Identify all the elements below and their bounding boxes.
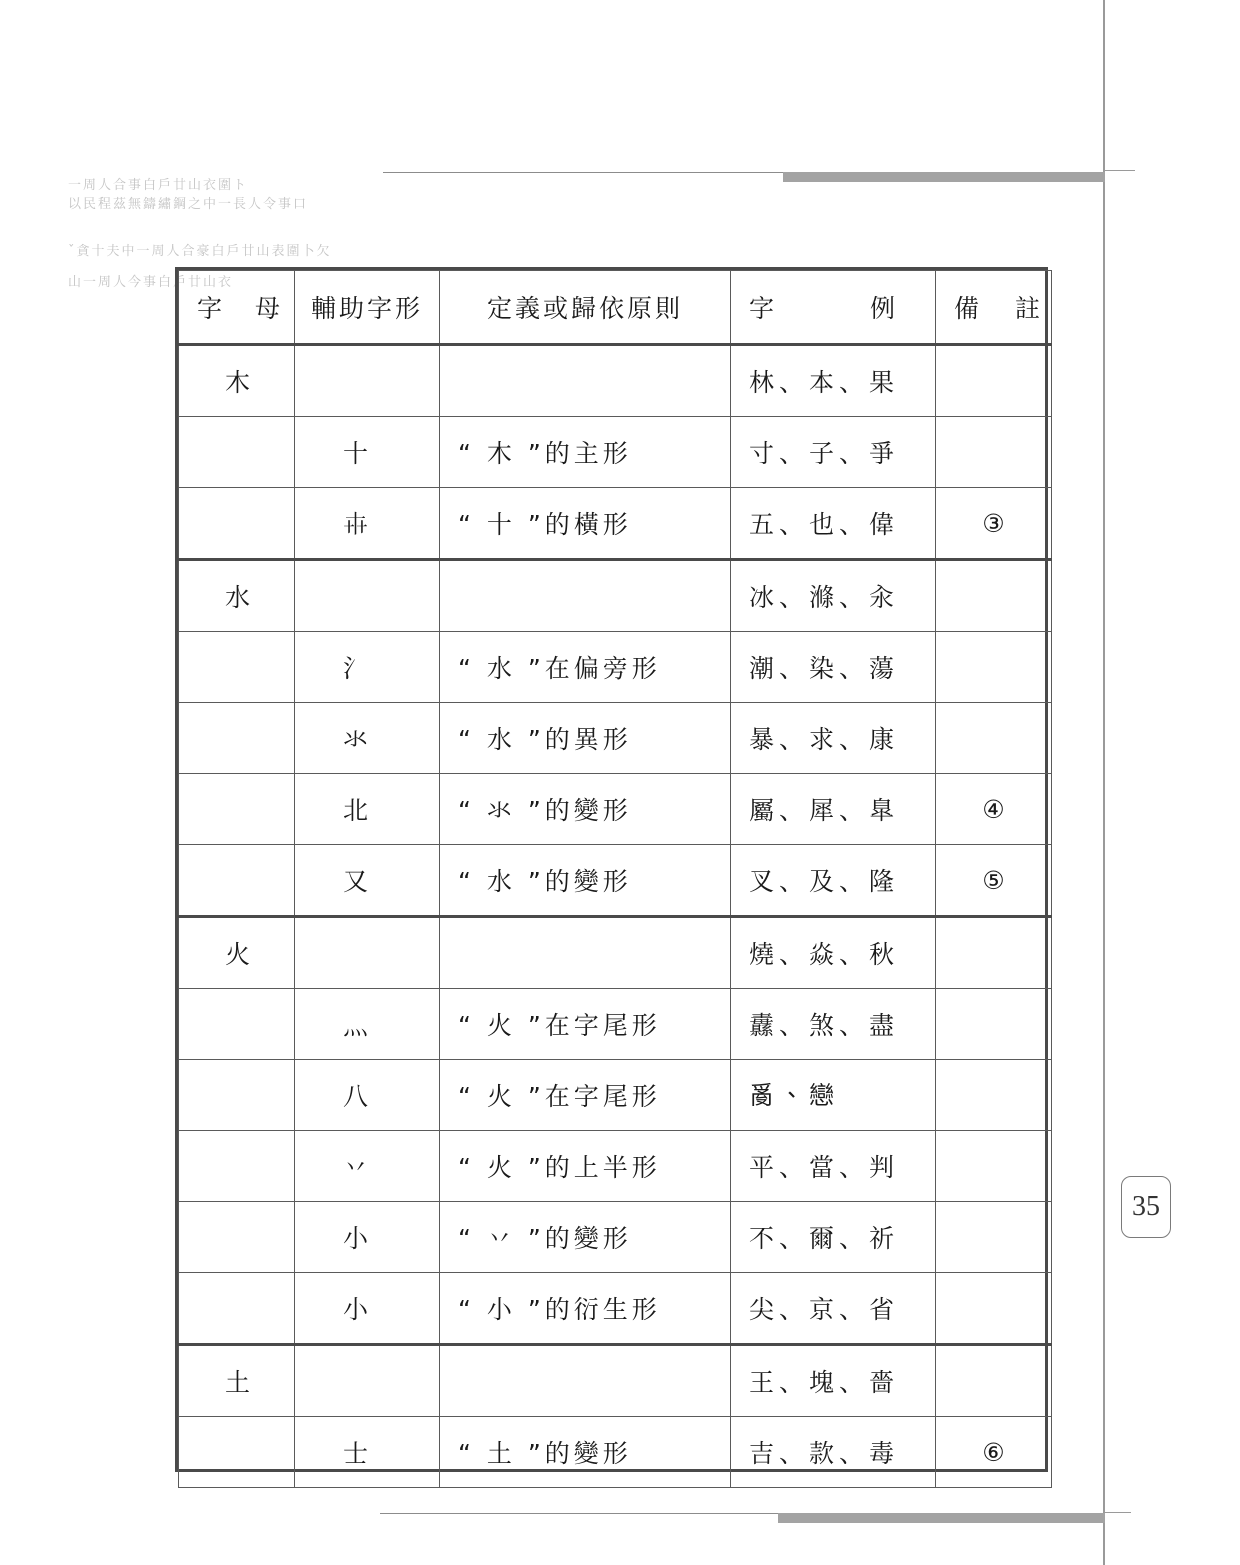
cell-letter	[179, 1060, 295, 1131]
cell-note	[936, 1202, 1052, 1273]
cell-examples: 纛、煞、盡	[731, 989, 936, 1060]
cell-letter	[179, 989, 295, 1060]
cell-aux-form: 又	[295, 845, 440, 917]
table-row	[179, 632, 1052, 703]
cell-letter	[179, 1131, 295, 1202]
cell-note	[936, 1060, 1052, 1131]
header-letter: 字 母	[179, 271, 295, 345]
cell-definition: “ 十 ”的橫形	[440, 488, 731, 560]
header-aux-form: 輔助字形	[295, 271, 440, 345]
cell-aux-form	[295, 917, 440, 989]
edge-tick-top	[1103, 170, 1135, 171]
cell-letter	[179, 1417, 295, 1488]
cell-letter	[179, 417, 295, 488]
cell-aux-form	[295, 560, 440, 632]
header-definition: 定義或歸依原則	[440, 271, 731, 345]
cell-examples: 不、爾、祈	[731, 1202, 936, 1273]
cell-examples: 潮、染、蕩	[731, 632, 936, 703]
cell-definition	[440, 345, 731, 417]
table-row	[179, 845, 1052, 917]
cell-note: ⑥	[936, 1417, 1052, 1488]
cell-note	[936, 560, 1052, 632]
table-row	[179, 1131, 1052, 1202]
cell-examples: 吉、款、毒	[731, 1417, 936, 1488]
cell-note	[936, 1131, 1052, 1202]
cell-note	[936, 632, 1052, 703]
table-row	[179, 1060, 1052, 1131]
cell-definition: “ 丷 ”的變形	[440, 1202, 731, 1273]
cell-aux-form	[295, 1345, 440, 1417]
cell-examples: 尖、京、省	[731, 1273, 936, 1345]
header-rule-thick	[783, 172, 1105, 182]
cell-aux-form: 士	[295, 1417, 440, 1488]
cell-note	[936, 989, 1052, 1060]
table-row	[179, 1417, 1052, 1488]
cell-note: ③	[936, 488, 1052, 560]
cell-note	[936, 703, 1052, 774]
cell-letter	[179, 703, 295, 774]
cell-letter: 火	[179, 917, 295, 989]
binding-edge-line	[1103, 0, 1105, 1565]
table-row	[179, 488, 1052, 560]
table-row	[179, 1273, 1052, 1345]
cell-note	[936, 1345, 1052, 1417]
cell-aux-form	[295, 345, 440, 417]
header-note-right: 註	[1015, 294, 1041, 323]
cell-definition: “ 火 ”在字尾形	[440, 1060, 731, 1131]
cell-letter	[179, 632, 295, 703]
table-row	[179, 989, 1052, 1060]
table-row	[179, 560, 1052, 632]
header-note	[936, 271, 1052, 345]
edge-tick-bottom	[1103, 1512, 1131, 1513]
cell-examples: 平、當、判	[731, 1131, 936, 1202]
table-row	[179, 1345, 1052, 1417]
table-row	[179, 774, 1052, 845]
cell-examples: 𤔔、戀	[731, 1060, 936, 1131]
cell-examples: 王、塊、嗇	[731, 1345, 936, 1417]
cell-aux-form: 小	[295, 1273, 440, 1345]
cell-examples: 林、本、果	[731, 345, 936, 417]
cell-note	[936, 345, 1052, 417]
cell-letter: 木	[179, 345, 295, 417]
cell-examples: 五、也、偉	[731, 488, 936, 560]
cell-definition: “ 水 ”在偏旁形	[440, 632, 731, 703]
cell-note	[936, 917, 1052, 989]
cell-definition: “ 木 ”的主形	[440, 417, 731, 488]
table-row	[179, 1202, 1052, 1273]
cell-aux-form: 氺	[295, 703, 440, 774]
cell-letter: 土	[179, 1345, 295, 1417]
table-row	[179, 417, 1052, 488]
radical-table	[175, 267, 1048, 1472]
footer-rule-thick	[778, 1513, 1105, 1523]
table-row	[179, 703, 1052, 774]
cell-examples: 寸、子、爭	[731, 417, 936, 488]
cell-aux-form: 灬	[295, 989, 440, 1060]
cell-definition: “ 水 ”的異形	[440, 703, 731, 774]
cell-definition: “ 水 ”的變形	[440, 845, 731, 917]
cell-definition: “ 氺 ”的變形	[440, 774, 731, 845]
cell-note: ④	[936, 774, 1052, 845]
bleed-through-text: 山一周人今事白戶廿山衣	[68, 275, 234, 290]
cell-note	[936, 1273, 1052, 1345]
cell-definition	[440, 560, 731, 632]
cell-aux-form: 𠦃	[295, 488, 440, 560]
cell-letter	[179, 1273, 295, 1345]
cell-definition: “ 火 ”在字尾形	[440, 989, 731, 1060]
cell-note: ⑤	[936, 845, 1052, 917]
cell-examples: 暴、求、康	[731, 703, 936, 774]
cell-definition: “ 火 ”的上半形	[440, 1131, 731, 1202]
bleed-through-text: 一周人合事白戶廿山衣圍ト	[68, 178, 249, 193]
bleed-through-text: 以民程茲無鑄繡鋼之中一長人令事口	[68, 197, 309, 212]
cell-letter	[179, 845, 295, 917]
cell-aux-form: 北	[295, 774, 440, 845]
cell-definition	[440, 1345, 731, 1417]
page-number: 35	[1121, 1176, 1171, 1238]
table-header-row	[179, 271, 1052, 345]
table-row	[179, 917, 1052, 989]
cell-letter: 水	[179, 560, 295, 632]
cell-definition: “ 小 ”的衍生形	[440, 1273, 731, 1345]
bleed-through-text: ˇ貪十夫中一周人合豪白戶廿山表圍卜欠	[68, 244, 332, 259]
table-row	[179, 345, 1052, 417]
cell-aux-form: 小	[295, 1202, 440, 1273]
cell-aux-form: 氵	[295, 632, 440, 703]
cell-examples: 叉、及、隆	[731, 845, 936, 917]
cell-aux-form: 丷	[295, 1131, 440, 1202]
cell-letter	[179, 1202, 295, 1273]
cell-examples: 冰、滌、汆	[731, 560, 936, 632]
header-examples-left: 字	[749, 294, 775, 323]
cell-aux-form: 十	[295, 417, 440, 488]
cell-letter	[179, 774, 295, 845]
cell-definition: “ 土 ”的變形	[440, 1417, 731, 1488]
radical-table-grid	[178, 270, 1052, 1488]
header-examples	[731, 271, 936, 345]
header-note-left: 備	[954, 294, 980, 323]
cell-definition	[440, 917, 731, 989]
cell-examples: 屬、犀、臯	[731, 774, 936, 845]
header-examples-right: 例	[870, 294, 896, 323]
cell-note	[936, 417, 1052, 488]
cell-examples: 燒、焱、秋	[731, 917, 936, 989]
cell-letter	[179, 488, 295, 560]
cell-aux-form: 八	[295, 1060, 440, 1131]
